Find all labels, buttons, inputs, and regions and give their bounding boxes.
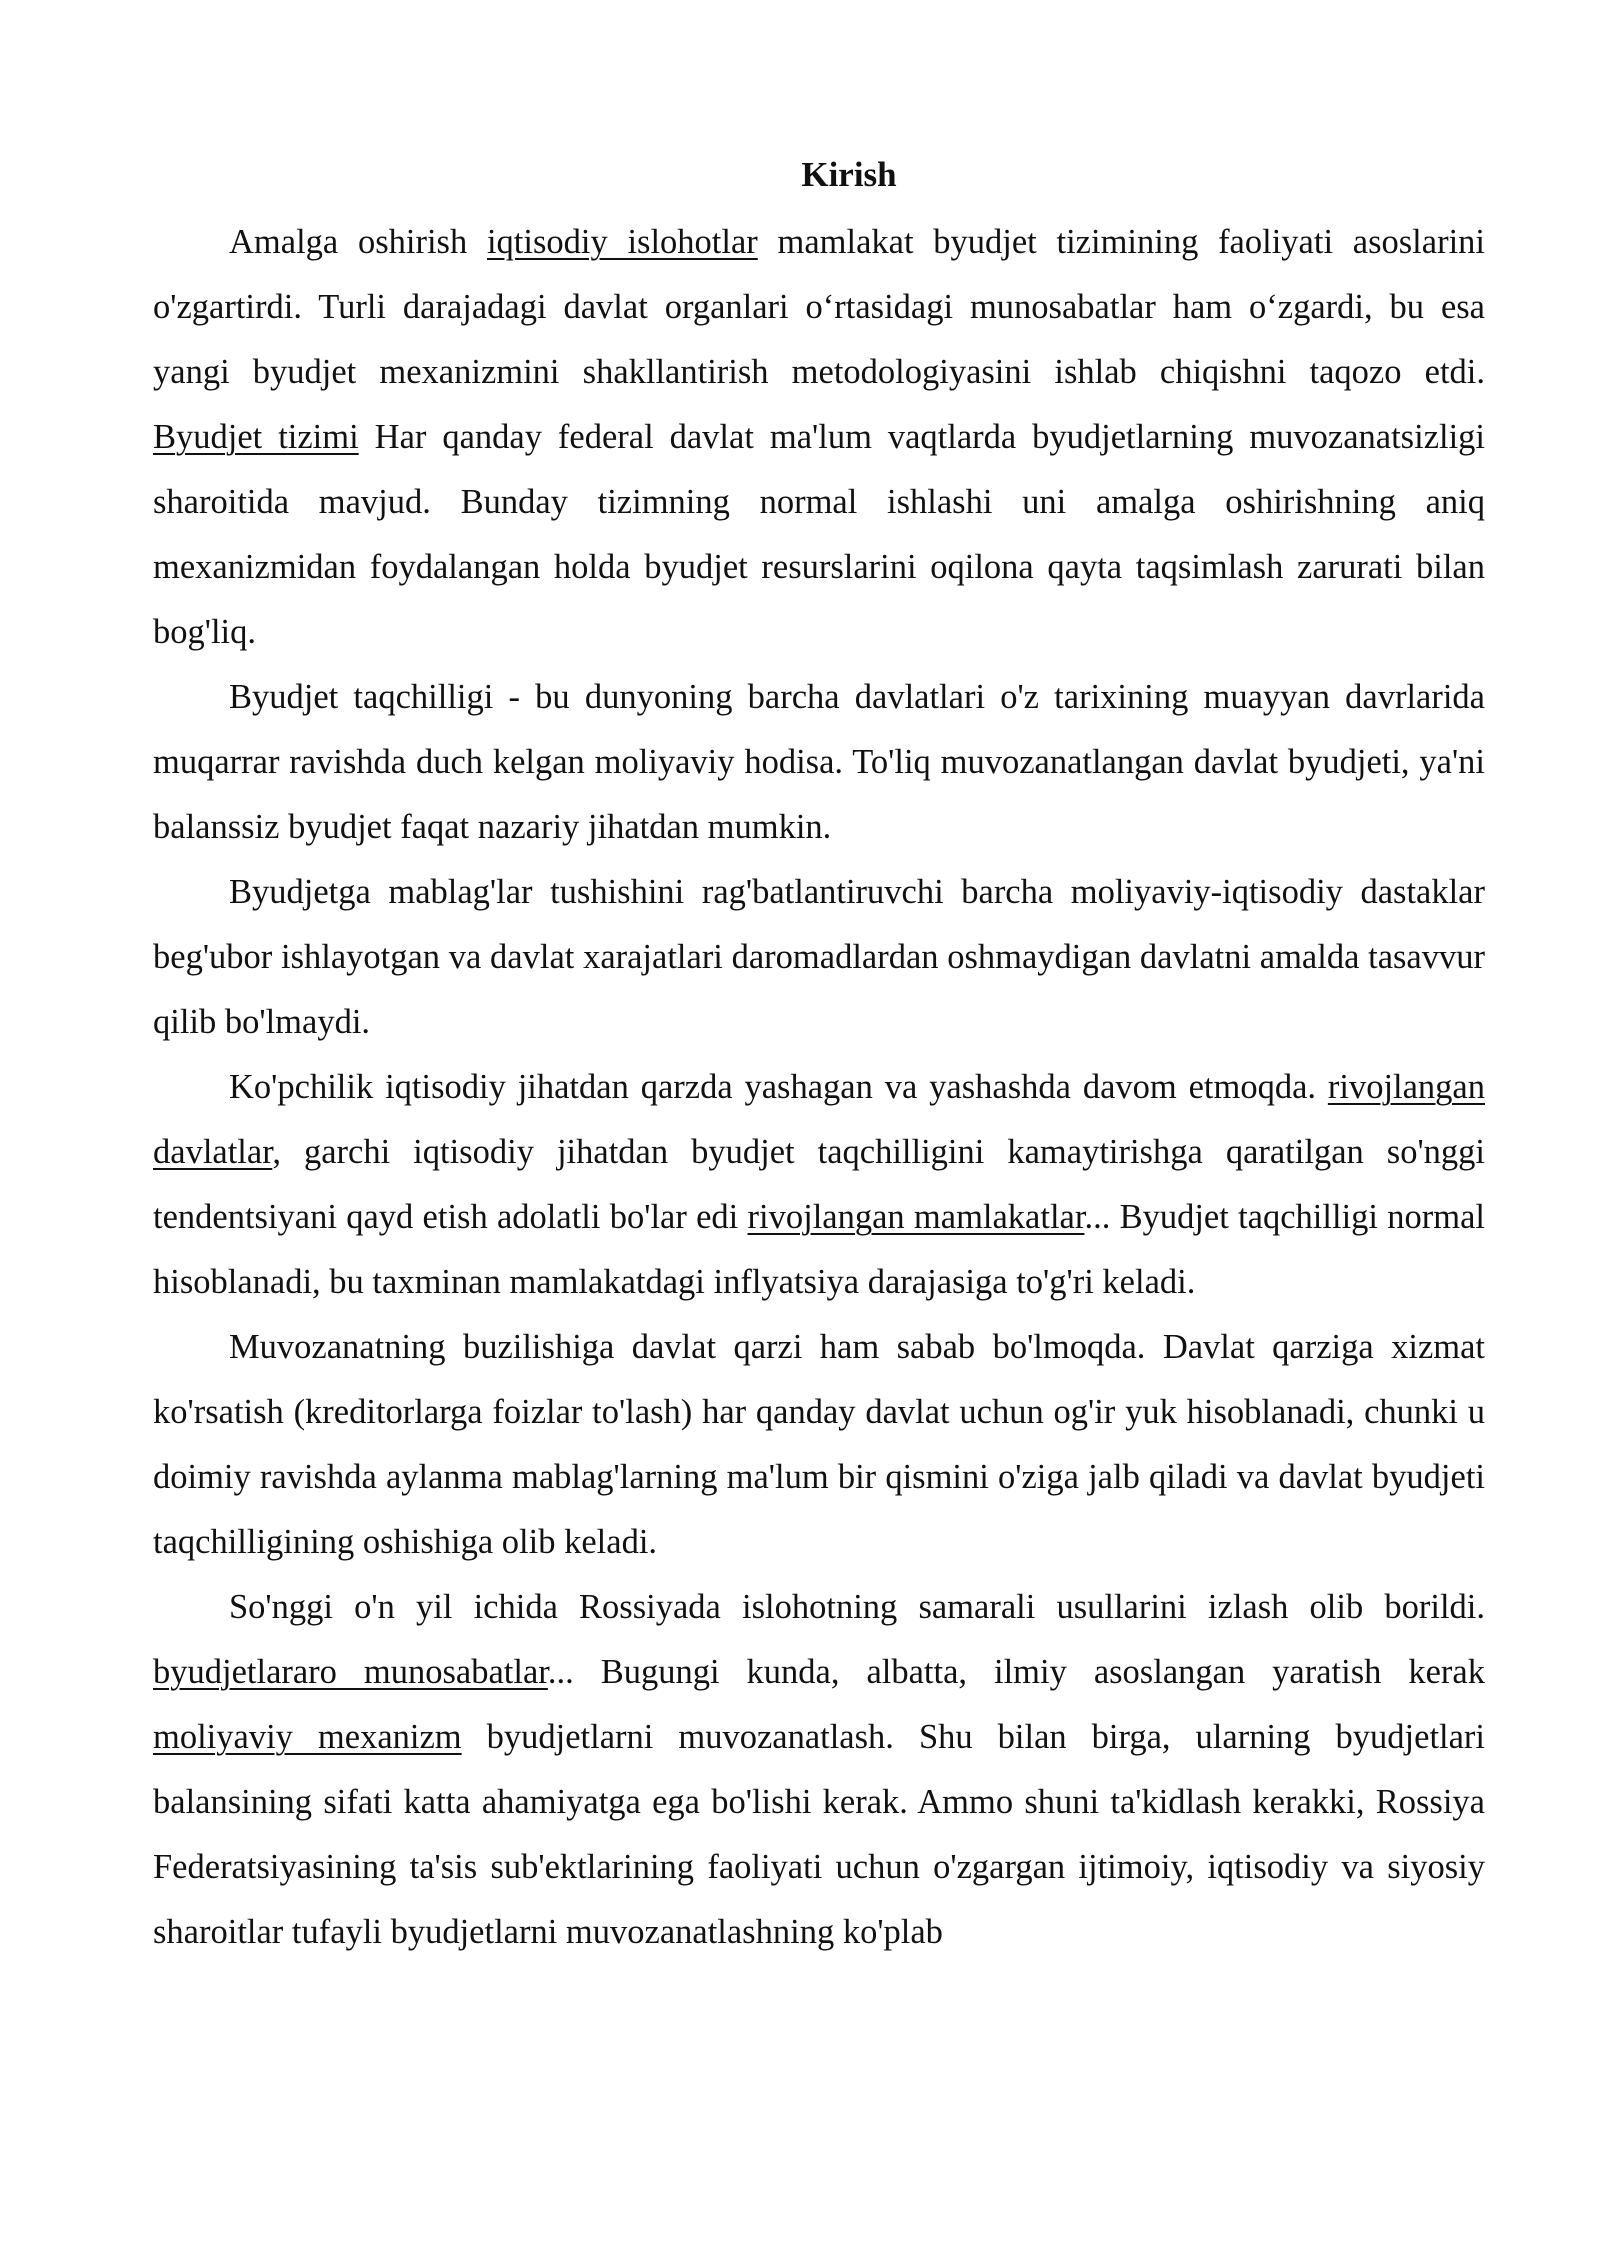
paragraph-text: Byudjet taqchilligi - bu dunyoning barcha davlatlari o'z tarixining muayyan davrlarida muqarrar ravishda duch kelgan moliyaviy hodisa. To'liq muvozanatlangan davlat byudjeti, ya'ni balanssiz byudjet faqat nazariy jihatdan mumkin. (153, 678, 1485, 846)
paragraph-text: byudjetlarni muvozanatlash. Shu bilan birga, ularning byudjetlari balansining sifati katta ahamiyatga ega bo'lishi kerak. Ammo shuni ta'kidlash kerakki, Rossiya Federatsiyasining ta'sis sub'ektlarining faoliyati uchun o'zgargan ijtimoiy, iqtisodiy va siyosiy sharoitlar tufayli byudjetlarni muvozanatlashning ko'plab (153, 1718, 1485, 1951)
inline-link[interactable]: rivojlangan davlatlar (153, 1068, 1485, 1171)
inline-link[interactable]: moliyaviy mexanizm (153, 1718, 462, 1756)
paragraph-text: , garchi iqtisodiy jihatdan byudjet taqchilligini kamaytirishga qaratilgan so'nggi tendentsiyani qayd etish adolatli bo'lar edi (153, 1133, 1485, 1236)
inline-link[interactable]: Byudjet tizimi (153, 418, 359, 456)
paragraph-text: mamlakat byudjet tizimining faoliyati asoslarini o'zgartirdi. Turli darajadagi davlat organlari oʻrtasidagi munosabatlar ham oʻzgardi, bu esa yangi byudjet mexanizmini shakllantirish metodologiyasini ishlab chiqishni taqozo etdi. (153, 223, 1485, 391)
paragraph (153, 1575, 1485, 1965)
paragraph-text: So'nggi o'n yil ichida Rossiyada islohotning samarali usullarini izlash olib borildi. (229, 1588, 1485, 1626)
inline-link[interactable]: rivojlangan mamlakatlar (747, 1198, 1085, 1236)
page-title: Kirish (801, 155, 897, 194)
paragraph-text: Har qanday federal davlat ma'lum vaqtlarda byudjetlarning muvozanatsizligi sharoitida mavjud. Bunday tizimning normal ishlashi uni amalga oshirishning aniq mexanizmidan foydalangan holda byudjet resurslarini oqilona qayta taqsimlash zarurati bilan bog'liq. (153, 418, 1486, 651)
paragraph-text: Muvozanatning buzilishiga davlat qarzi ham sabab bo'lmoqda. Davlat qarziga xizmat ko'rsatish (kreditorlarga foizlar to'lash) har qanday davlat uchun og'ir yuk hisoblanadi, chunki u doimiy ravishda aylanma mablag'larning ma'lum bir qismini o'ziga jalb qiladi va davlat byudjeti taqchilligining oshishiga olib keladi. (153, 1328, 1485, 1561)
inline-link[interactable]: iqtisodiy islohotlar (486, 223, 758, 261)
paragraph (153, 210, 1485, 665)
document-body (153, 210, 1485, 1965)
paragraph (153, 1055, 1485, 1315)
paragraph (153, 665, 1485, 860)
paragraph-text: ... Bugungi kunda, albatta, ilmiy asoslangan yaratish kerak (547, 1653, 1485, 1691)
paragraph-text: ... Byudjet taqchilligi normal hisoblanadi, bu taxminan mamlakatdagi inflyatsiya darajasiga to'g'ri keladi. (153, 1198, 1485, 1301)
paragraph-text: Byudjetga mablag'lar tushishini rag'batlantiruvchi barcha moliyaviy-iqtisodiy dastaklar beg'ubor ishlayotgan va davlat xarajatlari daromadlardan oshmaydigan davlatni amalda tasavvur qilib bo'lmaydi. (153, 873, 1485, 1041)
paragraph (153, 1315, 1485, 1575)
inline-link[interactable]: byudjetlararo munosabatlar (153, 1653, 548, 1691)
paragraph-text: Ko'pchilik iqtisodiy jihatdan qarzda yashagan va yashashda davom etmoqda. (229, 1068, 1328, 1106)
document-page (153, 150, 1485, 1965)
paragraph (153, 860, 1485, 1055)
paragraph-text: Amalga oshirish (229, 223, 487, 261)
